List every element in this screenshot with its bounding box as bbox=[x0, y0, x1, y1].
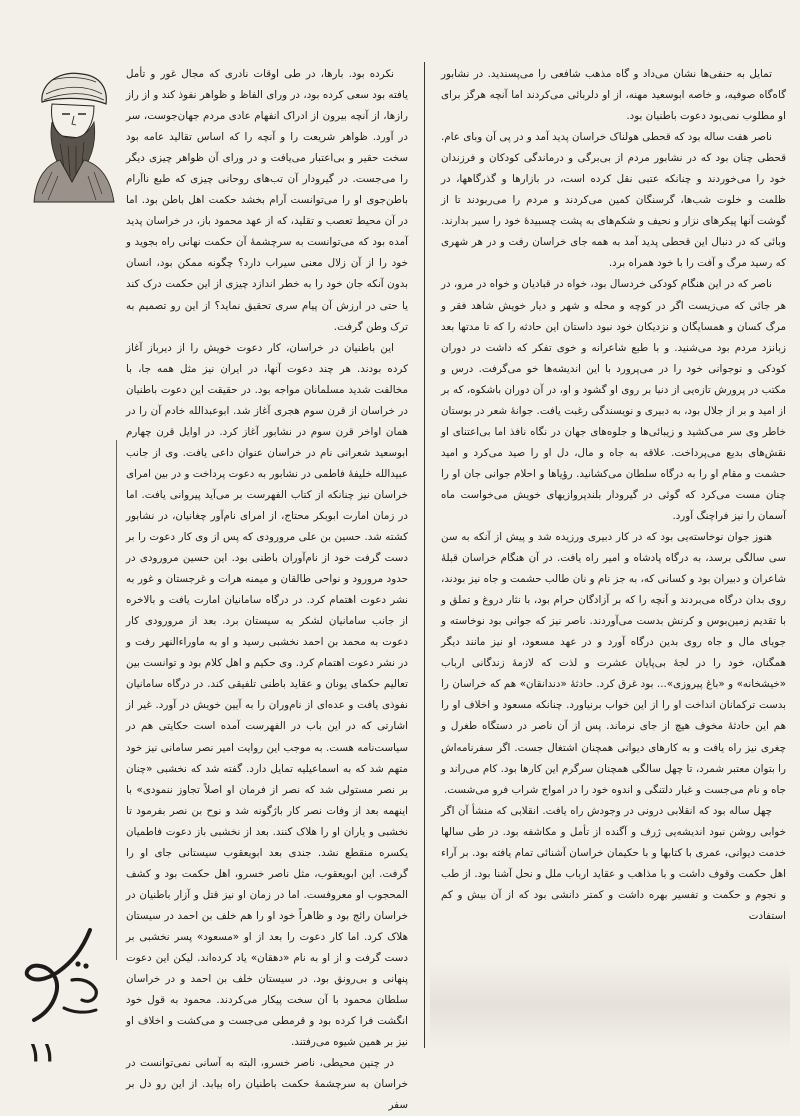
paragraph: ناصر هفت ساله بود که قحطی هولناک خراسان پدید آمد و در پی آن وبای عام. قحطی چنان بود که در نشابور مردم از بی‌برگی و درماندگی کودکان و فرزندان خود را می‌خوردند و چنانکه عتبی نقل کرده است، در بازارها و گذرگاهها، در ظلمت و خلوت شب‌ها، گرسنگان کمین می‌کردند و مردم را می‌ربودند تا از گوشت آنها پیکرهای نزار و نحیف و شکم‌های به پشت چسبیدهٔ خود را سیر بدارند. وبائی که در دنبال این قحطی پدید آمد به همه جای خراسان رفت و در هر شهری که رسید مرگ و آفت را با خود همراه برد. bbox=[441, 131, 786, 270]
paragraph: ناصر که در این هنگام کودکی خردسال بود، خواه در قبادیان و خواه در مرو، در هر جائی که می‌زیست اگر در کوچه و محله و شهر و دیار خویش شاهد فقر و مرگ کسان و همسایگان و نزدیکان خود نبود داستان این حادثه را که تا مدتها بعد زبانزد مردم بود می‌شنید. و با طبع شاعرانه و خوی تفکر که داشت در دوران کودکی و نوجوانی خود را در می‌پرورد با این اندیشه‌ها خو می‌گرفت. درس و مکتب در پرورش تازه‌یی از دنیا بر روی او گشود و او، در آن دوران باشکوه، که بر از امید و بر از جلال بود، به دبیری و نویسندگی رغبت یافت. جوانهٔ شعر در بوستان خاطر وی سر می‌کشید و زیبائی‌ها و جلوه‌های جهان در نگاه نافذ اما بی‌اعتنای او نقش‌های بدیع می‌پرداخت. علاقه به جاه و مال، دل او را صید می‌کرد و امید حشمت و مقام او را به درگاه سلطان می‌کشانید. رؤیاها و احلام جوانی جان او را چنان مست می‌کرد که گوئی در گیرودار بلندپروازیهای خویش می‌خواست ماه آسمان را نیز فراچنگ آورد. bbox=[441, 278, 786, 522]
paragraph: تمایل به حنفی‌ها نشان می‌داد و گاه مذهب شافعی را می‌پسندید. در نشابور گاه‌گاه صوفیه، و خاصه ابوسعید مهنه، از او دلربائی می‌کردند اما آنچه هرگز برای او مطلوب نمی‌بود دعوت باطنیان بود. bbox=[441, 68, 786, 123]
paragraph: هنوز جوان نوخاسته‌یی بود که در کار دبیری ورزیده شد و پیش از آنکه به سن سی سالگی برسد، به درگاه پادشاه و امیر راه یافت. در آن هنگام خراسان قبلهٔ شاعران و دبیران بود و کسانی که، به جز نام و نان طالب حشمت و جاه نیز بودند، روی بدان درگاه می‌بردند و آنچه را که بر آزادگان حرام بود، با نثار دروغ و تملق و با تقدیم زمین‌بوس و کرنش بدست می‌آوردند. ناصر نیز که جوانی بود نوخاسته و جویای مال و جاه روی بدین درگاه آورد و در عهد مسعود، او نیز مانند دیگر همگنان، خود را در لجهٔ بی‌پایان عشرت و لذت که لازمهٔ زندگانی ارباب «خیشخانه» و «باغ پیروزی»... بود غرق کرد. حادثهٔ «دندانقان» هم که خراسان را بدست ترکمانان انداخت او را از این خواب برنیاورد. چنانکه مسعود و اخلاف او را هم این حادثهٔ مخوف هیچ از جای نرماند. پس از آن ناصر در دستگاه طغرل و چغری نیز راه یافت و به کارهای دیوانی همچنان اشتغال جست. اگر سفرنامه‌اش را بتوان معتبر شمرد، تا چهل سالگی همچنان سرگرم این کارها بود. کام می‌راند و جاه و نام می‌جست و غبار دلتنگی و اندوه خود را در امواج شراب فرو می‌شست. bbox=[441, 531, 786, 796]
page-number: ۱۱ bbox=[28, 1038, 56, 1068]
kerman-calligraphy-logo bbox=[12, 920, 112, 1030]
paragraph: این باطنیان در خراسان، کار دعوت خویش را از دیرباز آغاز کرده بودند. هر چند دعوت آنها، در ایران نیز مثل همه جا، با مخالفت شدید مسلمانان مواجه بود. در حقیقت این دعوت باطنیان در خراسان از قرن سوم هجری آغاز شد. ابوعبدالله خادم آن را در همان اواخر قرن سوم در نشابور آغاز کرد. در اوایل قرن چهارم ابوسعید شعرانی نام در خراسان عنوان داعی یافت. وی از جانب عبیدالله خلیفهٔ فاطمی در نشابور به دعوت پرداخت و در بین امرای خراسان نیز چنانکه از کتاب الفهرست بر می‌آید پیروانی یافت. اما در زمان امارت ابوبکر محتاج، از امرای نام‌آور چغانیان، در نشابور کشته شد. حسین بن علی مرورودی که پس از وی کار دعوت را بر دست گرفت خود از نام‌آوران باطنی بود. این حسین مرورودی در حدود مرورود و نواحی طالقان و میمنه هرات و غرجستان و غور به نشر دعوت اهتمام کرد. در درگاه سامانیان امارت یافت و بالاخره از جانب سامانیان لشکر به سیستان برد. بعد از مرورودی کار دعوت به محمد بن احمد نخشبی رسید و او به ماوراءالنهر رفت و در نشر دعوت اهتمام کرد. وی حکیم و اهل کلام بود و توانست بین تعالیم حکمای یونان و عقاید باطنی تلفیقی کند. در درگاه سامانیان نفوذی یافت و عده‌ای از نام‌وران را به آیین خویش در آورد. غیر از اشارتی که در این باب در الفهرست آمده است حکایتی هم در سیاست‌نامه هست. به موجب این روایت امیر نصر سامانی نیز خود متهم شد که به اسماعیلیه تمایل دارد. گفته شد که نخشبی «چنان بر نصر مستولی شد که نصر از فرمان او اصلاً تجاوز ننمودی» با اینهمه بعد از وفات نصر کار باژگونه شد و نوح بن نصر بفرمود تا نخشبی و یاران او را هلاک کنند. بعد از نخشبی باز دعوت فاطمیان یکسره منقطع نشد. جندی بعد ابویعقوب سیستانی جای او را گرفت. این ابویعقوب، مثل ناصر خسرو، اهل حکمت بود و کشف المحجوب او معروفست. اما در زمان او نیز قتل و آزار باطنیان در خراسان رائج بود و ظاهراً خود او را هم خلف بن احمد در سیستان هلاک کرد. اما کار دعوت را بعد از او «مسعود» پسر نخشبی بر دست گرفت و از او به نام «دهقان» یاد کرده‌اند. لیکن این دعوت پنهانی و بی‌رونق بود. در سیستان خلف بن احمد و در خراسان سلطان محمود با آن سخت پیکار می‌کردند. محمود به قول خود انگشت فرا کرده بود و قرمطی می‌جست و می‌کشت و اخلاف او نیز بر همین شیوه می‌رفتند. bbox=[126, 341, 408, 1049]
text-column-left bbox=[126, 64, 408, 1112]
paragraph: نکرده بود. بارها، در طی اوقات نادری که مجال غور و تأمل یافته بود سعی کرده بود، در ورای الفاظ و ظواهر نفوذ کند و از راز رازها، از آنچه بیرون از ادراک انفهام عادی مردم جهان‌جوست، سر در آورد. ظواهر شریعت را و آنچه را که اساس تقالید عامه بود سخت حقیر و بی‌اعتبار می‌یافت و در ورای آن ظواهر چیزی دیگر را می‌جست. در گیرودار آن تب‌های روحانی چیزی که طبع ناآرام باطن‌جوی او را می‌توانست آرام بخشد حکمت اهل باطن بود. اما در آن محیط تعصب و تقلید، که از عهد محمود باز، در خراسان پدید آمده بود که می‌توانست به سرچشمهٔ آن حکمت نهانی راه بجوید و خود را از آن زلال معنی سیراب دارد؟ چگونه ممکن بود، انسان بدون آنکه جان خود را به خطر اندازد چیزی از این حکمت درک کند یا حتی در ارزش آن پیام سری تحقیق نماید؟ از این رو تصمیم به ترک وطن گرفت. bbox=[126, 68, 408, 333]
column-divider bbox=[424, 62, 425, 1048]
paragraph: چهل ساله بود که انقلابی درونی در وجودش راه یافت. انقلابی که منشأ آن اگر خوابی روشن نبود اندیشه‌یی ژرف و آگنده از تأمل و مکاشفه بود. در طی سالها خدمت دیوانی، عمری با کتابها و با حکیمان خراسان آشنائی تمام یافته بود. بر آراء اهل حکمت وقوف داشت و با مذاهب و عقاید ارباب ملل و نحل آشنا بود. از طب و نجوم و حکمت و تفسیر بهره داشت و کمتر دانشی بود که از آن بیش و کم استفادت bbox=[441, 804, 786, 922]
poet-portrait-image bbox=[22, 64, 122, 204]
background-texture bbox=[430, 960, 790, 1050]
text-column-right bbox=[441, 64, 786, 1037]
margin-rule bbox=[116, 440, 117, 960]
paragraph: در چنین محیطی، ناصر خسرو، البته به آسانی نمی‌توانست در خراسان به سرچشمهٔ حکمت باطنیان راه بیابد. از این رو دل بر سفر bbox=[126, 1057, 408, 1112]
